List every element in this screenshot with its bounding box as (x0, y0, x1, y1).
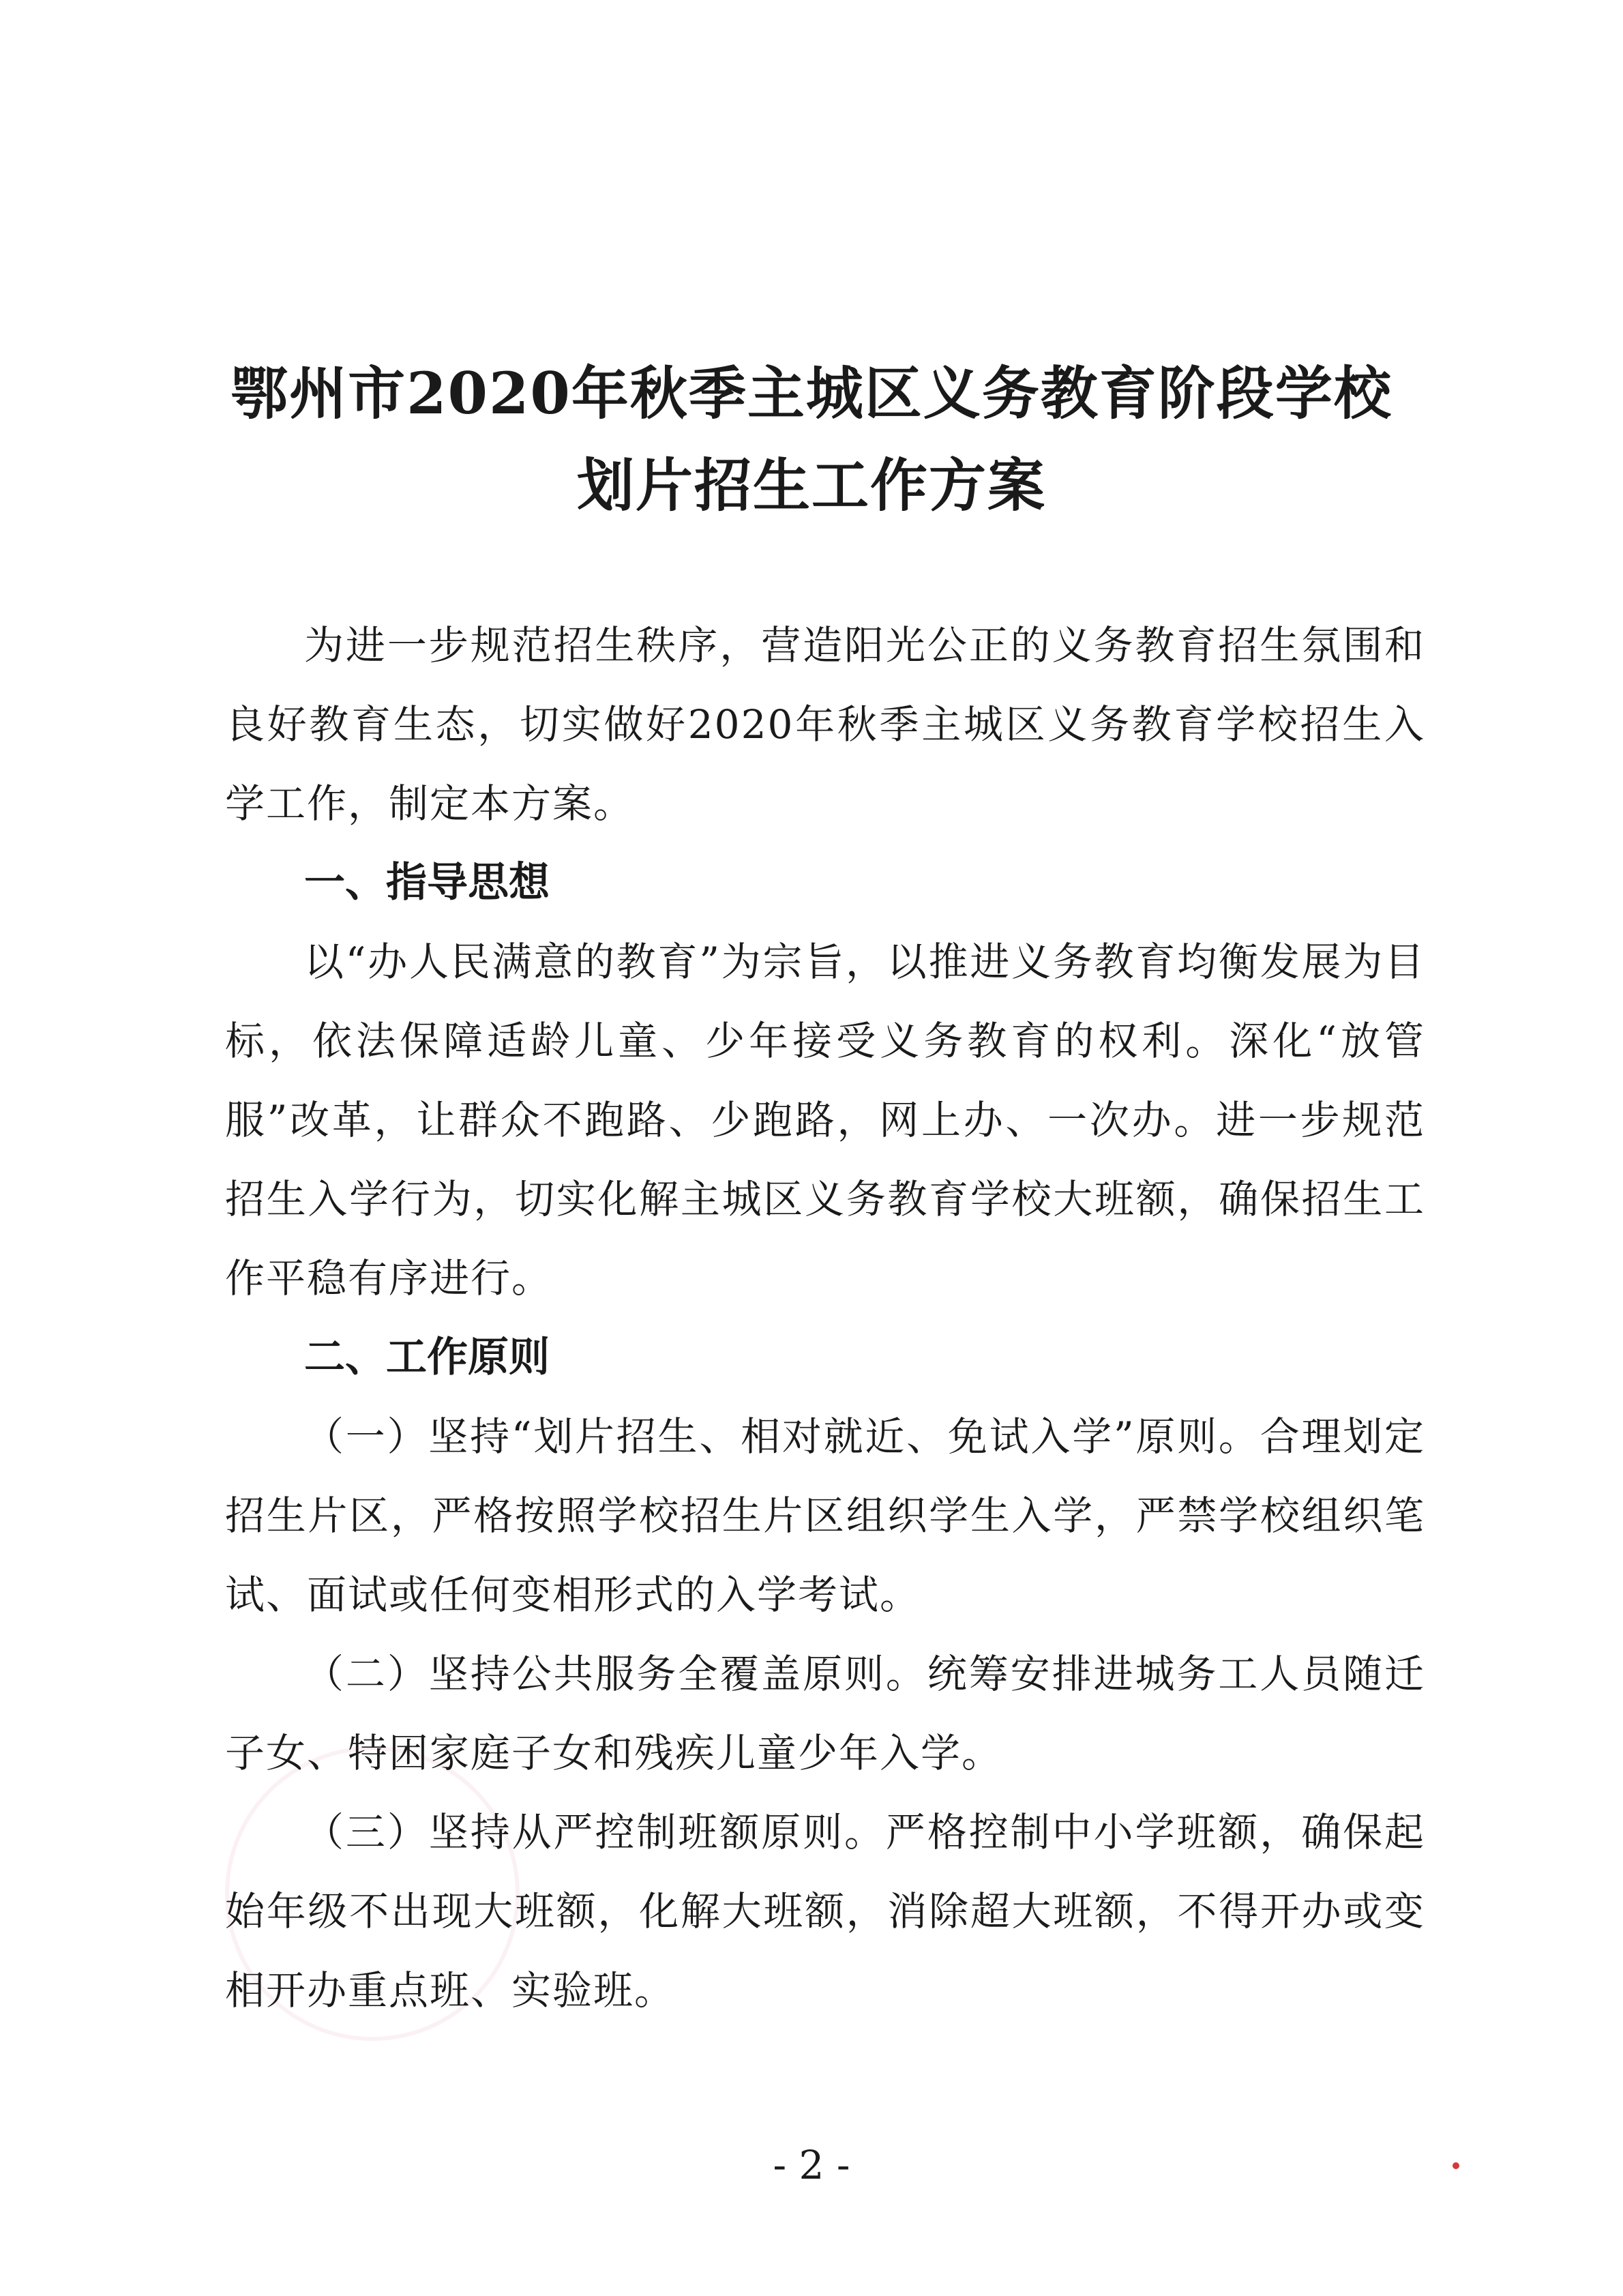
page-number: - 2 - (773, 2142, 850, 2188)
document-title-line-1: 鄂州市2020年秋季主城区义务教育阶段学校 (230, 359, 1393, 427)
document-title-line-2: 划片招生工作方案 (576, 452, 1046, 519)
section-2-heading: 二、工作原则 (304, 1334, 550, 1381)
principle-2-paragraph: （二）坚持公共服务全覆盖原则。统筹安排进城务工人员随迁子女、特困家庭子女和残疾儿童少年入学。 (225, 1651, 1425, 1776)
red-ink-dot (1453, 2162, 1459, 2169)
section-1-body: 以“办人民满意的教育”为宗旨，以推进义务教育均衡发展为目标，依法保障适龄儿童、少年接受义务教育的权利。深化“放管服”改革，让群众不跑路、少跑路，网上办、一次办。进一步规范招生入学行为，切实化解主城区义务教育学校大班额，确保招生工作平稳有序进行。 (225, 939, 1425, 1301)
principle-3-paragraph: （三）坚持从严控制班额原则。严格控制中小学班额，确保起始年级不出现大班额，化解大班额，消除超大班额，不得开办或变相开办重点班、实验班。 (225, 1809, 1425, 2014)
intro-paragraph: 为进一步规范招生秩序，营造阳光公正的义务教育招生氛围和良好教育生态，切实做好2020年秋季主城区义务教育学校招生入学工作，制定本方案。 (225, 622, 1425, 827)
principle-1-paragraph: （一）坚持“划片招生、相对就近、免试入学”原则。合理划定招生片区，严格按照学校招生片区组织学生入学，严禁学校组织笔试、面试或任何变相形式的入学考试。 (225, 1413, 1425, 1618)
section-1-heading: 一、指导思想 (304, 859, 550, 907)
